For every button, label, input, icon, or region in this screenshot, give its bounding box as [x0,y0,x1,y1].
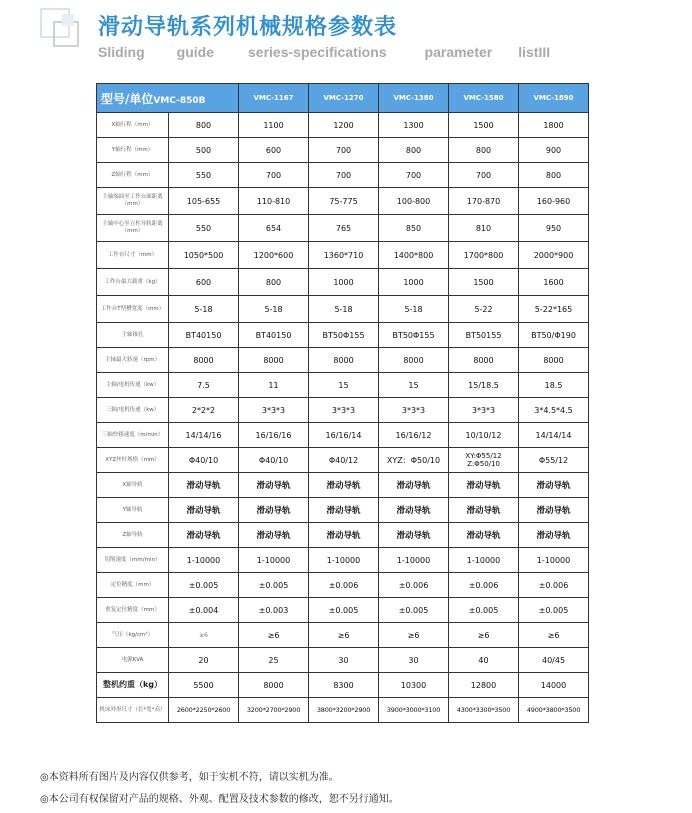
cell-line: XY:Φ55/12 [465,451,502,460]
table-row [97,623,589,648]
table-cell: 15 [309,373,379,398]
page-subtitle [98,44,550,60]
table-cell: 15 [379,373,449,398]
row-label: 气压（kg/cm²） [97,623,169,648]
table-cell: 1-10000 [379,548,449,573]
table-cell: ≥6 [169,623,239,648]
subtitle-word: series-specifications [248,44,387,60]
table-cell: BT50/Φ190 [519,323,589,348]
header-model: VMC-1890 [519,84,589,113]
table-cell: 3*3*3 [449,398,519,423]
table-cell: 3*3*3 [309,398,379,423]
table-row [97,398,589,423]
table-cell: BT50Φ155 [379,323,449,348]
table-cell: 800 [169,113,239,138]
table-cell: 18.5 [519,373,589,398]
table-cell: 10/10/12 [449,423,519,448]
table-cell: 1-10000 [519,548,589,573]
table-cell: 8000 [239,348,309,373]
table-row [97,673,589,698]
table-cell: 14/14/14 [519,423,589,448]
row-label: XYZ丝杆规格（mm） [97,448,169,473]
table-cell: 1500 [449,269,519,296]
table-cell: 滑动导轨 [309,473,379,498]
table-cell: 4900*3800*3500 [519,698,589,723]
table-cell: 5-18 [379,296,449,323]
table-cell: 16/16/14 [309,423,379,448]
footnotes [40,767,399,811]
subtitle-word: parameter [424,44,493,60]
table-cell: BT40150 [239,323,309,348]
table-cell: 1200 [309,113,379,138]
table-cell: 3200*2700*2900 [239,698,309,723]
table-cell: 25 [239,648,309,673]
table-row [97,573,589,598]
table-cell: 1-10000 [309,548,379,573]
table-cell: 700 [309,138,379,163]
table-cell: 滑动导轨 [169,523,239,548]
table-cell: 800 [239,269,309,296]
table-cell: 20 [169,648,239,673]
table-cell: 1-10000 [449,548,519,573]
row-label: X轴行程（mm） [97,113,169,138]
table-cell: ±0.005 [519,598,589,623]
table-row [97,215,589,242]
table-cell: 1600 [519,269,589,296]
table-cell: 滑动导轨 [309,523,379,548]
table-cell: ≥6 [379,623,449,648]
table-cell: Φ40/10 [169,448,239,473]
table-cell: 5-18 [309,296,379,323]
table-row [97,698,589,723]
cell-line: Z:Φ50/10 [467,460,500,468]
table-row [97,423,589,448]
table-cell: Φ40/10 [239,448,309,473]
table-cell: 滑动导轨 [379,473,449,498]
row-label: 主轴最大转速（rpm） [97,348,169,373]
footnote: ◎本资料所有图片及内容仅供参考，如于实机不符，请以实机为准。 [40,772,339,783]
table-cell: 100-800 [379,188,449,215]
table-cell: 8000 [239,673,309,698]
table-cell: 10300 [379,673,449,698]
table-cell: ±0.005 [379,598,449,623]
table-cell: 700 [239,163,309,188]
table-cell: ±0.006 [309,573,379,598]
table-row [97,448,589,473]
table-cell: 1-10000 [239,548,309,573]
row-label: 三轴快移速度（m/min） [97,423,169,448]
table-cell: 600 [169,269,239,296]
row-label: 工作台最大载重（kg） [97,269,169,296]
table-cell: 14000 [519,673,589,698]
logo-squares-icon [40,8,86,48]
table-cell: 12800 [449,673,519,698]
table-cell: 5-18 [239,296,309,323]
table-cell: 7.5 [169,373,239,398]
table-cell: 900 [519,138,589,163]
table-cell: ≥6 [239,623,309,648]
table-cell: ±0.006 [519,573,589,598]
table-cell: 800 [379,138,449,163]
page-title: 滑动导轨系列机械规格参数表 [98,15,398,40]
row-label: 主轴中心至立柱导轨距离（mm） [97,215,169,242]
table-cell: 2000*900 [519,242,589,269]
table-cell: 滑动导轨 [379,523,449,548]
table-cell: 550 [169,163,239,188]
table-cell: 5-22 [449,296,519,323]
row-label: 重复定位精度（mm） [97,598,169,623]
table-cell: Φ55/12 [519,448,589,473]
row-label: X轴导轨 [97,473,169,498]
table-cell: ±0.005 [309,598,379,623]
table-cell: 700 [449,163,519,188]
table-cell: BT50155 [449,323,519,348]
table-cell: 765 [309,215,379,242]
spec-table [96,83,589,723]
table-cell: 2600*2250*2600 [169,698,239,723]
table-row [97,648,589,673]
row-label: 机床外形尺寸（长*宽*高） [97,698,169,723]
header-model: VMC-1270 [309,84,379,113]
row-label: 工作台T型槽宽度（mm） [97,296,169,323]
table-cell: 1050*500 [169,242,239,269]
header-model: VMC-1580 [449,84,519,113]
table-row [97,296,589,323]
table-cell: 1100 [239,113,309,138]
table-cell: ±0.006 [379,573,449,598]
table-cell: 1700*800 [449,242,519,269]
table-cell: 11 [239,373,309,398]
table-row [97,498,589,523]
row-label: 三轴/电机传递（kw） [97,398,169,423]
subtitle-word: listIII [518,44,551,60]
table-cell: 8000 [379,348,449,373]
table-cell: 滑动导轨 [519,473,589,498]
table-cell: 1200*600 [239,242,309,269]
table-cell: 950 [519,215,589,242]
table-cell: 8000 [449,348,519,373]
table-cell: 30 [309,648,379,673]
table-cell: 8300 [309,673,379,698]
table-cell: 810 [449,215,519,242]
table-row [97,188,589,215]
row-label: Y轴行程（mm） [97,138,169,163]
table-cell: 1500 [449,113,519,138]
table-cell: 1360*710 [309,242,379,269]
table-row [97,373,589,398]
table-row [97,323,589,348]
table-cell: 3*4.5*4.5 [519,398,589,423]
table-cell: 5-22*165 [519,296,589,323]
table-cell: BT50Φ155 [309,323,379,348]
header-cell-model-unit [97,84,239,113]
subtitle-word: Sliding [98,44,145,60]
table-cell: 3800*3200*2900 [309,698,379,723]
table-cell: 500 [169,138,239,163]
table-cell: 8000 [169,348,239,373]
table-cell: 40 [449,648,519,673]
table-row [97,138,589,163]
table-cell: 滑动导轨 [449,523,519,548]
header-model: VMC-1380 [379,84,449,113]
table-cell: 1000 [309,269,379,296]
table-cell: XYZ：Φ50/10 [379,448,449,473]
table-row [97,242,589,269]
table-cell: 700 [309,163,379,188]
table-cell: 1400*800 [379,242,449,269]
table-cell: 700 [379,163,449,188]
table-cell: 1800 [519,113,589,138]
table-cell: 3*3*3 [239,398,309,423]
table-cell: 8000 [519,348,589,373]
row-label: 切削速度（mm/min） [97,548,169,573]
table-row [97,598,589,623]
table-cell: 550 [169,215,239,242]
header-model-first: VMC-850B [153,95,206,106]
table-cell: 3*3*3 [379,398,449,423]
table-cell: 850 [379,215,449,242]
table-cell: ±0.005 [239,573,309,598]
table-cell: 1300 [379,113,449,138]
table-row [97,269,589,296]
table-cell: 2*2*2 [169,398,239,423]
table-cell: ±0.006 [449,573,519,598]
table-body [97,113,589,723]
row-label: Z轴导轨 [97,523,169,548]
table-cell: ±0.003 [239,598,309,623]
table-cell: 15/18.5 [449,373,519,398]
table-cell: 800 [449,138,519,163]
table-cell: 8000 [309,348,379,373]
row-label: 定位精度（mm） [97,573,169,598]
table-cell: 800 [519,163,589,188]
table-cell: 5-18 [169,296,239,323]
table-cell: 滑动导轨 [519,498,589,523]
header-model: VMC-1167 [239,84,309,113]
subtitle-word: guide [176,44,215,60]
table-row [97,163,589,188]
table-cell: 滑动导轨 [519,523,589,548]
table-cell: ≥6 [519,623,589,648]
table-cell: ≥6 [449,623,519,648]
table-cell: 16/16/12 [379,423,449,448]
table-cell: 滑动导轨 [239,498,309,523]
table-cell [449,448,519,473]
table-cell: 滑动导轨 [449,473,519,498]
table-cell: BT40150 [169,323,239,348]
table-cell: 654 [239,215,309,242]
table-cell: 110-810 [239,188,309,215]
table-cell: 14/14/16 [169,423,239,448]
table-row [97,548,589,573]
table-cell: 40/45 [519,648,589,673]
table-cell: 3900*3000*3100 [379,698,449,723]
table-cell: Φ40/12 [309,448,379,473]
row-label: 主轴/电机传递（kw） [97,373,169,398]
row-label: 电源KVA [97,648,169,673]
table-cell: 600 [239,138,309,163]
table-cell: 1-10000 [169,548,239,573]
table-cell: 5500 [169,673,239,698]
row-label: 主轴端面至工作台面距离（mm） [97,188,169,215]
row-label: Y轴导轨 [97,498,169,523]
row-label: 整机约重（kg） [97,673,169,698]
table-row [97,113,589,138]
table-cell: ±0.005 [169,573,239,598]
table-cell: 滑动导轨 [309,498,379,523]
table-cell: 滑动导轨 [239,473,309,498]
table-cell: 105-655 [169,188,239,215]
table-cell: 4300*3300*3500 [449,698,519,723]
table-cell: 170-870 [449,188,519,215]
table-cell: 16/16/16 [239,423,309,448]
table-cell: ≥6 [309,623,379,648]
table-cell: 滑动导轨 [449,498,519,523]
table-header-row [97,84,589,113]
row-label: Z轴行程（mm） [97,163,169,188]
table-cell: ±0.005 [449,598,519,623]
table-cell: 滑动导轨 [239,523,309,548]
table-cell: 1000 [379,269,449,296]
table-cell: 160-960 [519,188,589,215]
table-cell: 75-775 [309,188,379,215]
row-label: 工作台尺寸（mm） [97,242,169,269]
table-cell: 滑动导轨 [169,473,239,498]
table-cell: 滑动导轨 [379,498,449,523]
row-label: 主轴锥孔 [97,323,169,348]
table-row [97,348,589,373]
header-model-unit-label: 型号/单位 [101,91,154,106]
table-cell: 滑动导轨 [169,498,239,523]
table-row [97,523,589,548]
table-cell: 30 [379,648,449,673]
table-cell: ±0.004 [169,598,239,623]
footnote: ◎本公司有权保留对产品的规格、外观、配置及技术参数的修改，恕不另行通知。 [40,794,399,805]
table-row [97,473,589,498]
